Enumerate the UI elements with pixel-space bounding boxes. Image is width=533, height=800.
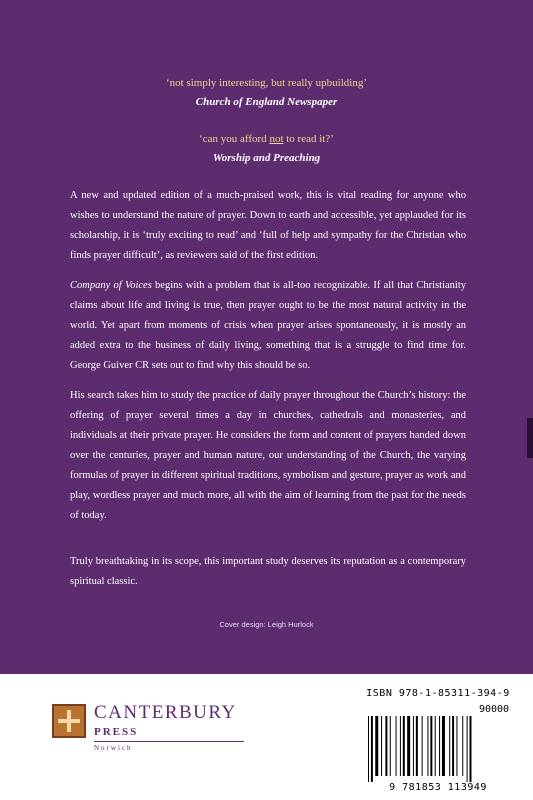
blurb-paragraph-2-text: begins with a problem that is all-too recognizable. If all that Christianity claims about life and living is true, then prayer ought to be the most natural activity in the world. Yet apart from moments of crisis when prayer arises spontaneously, it is mostly an added extra to the business of daily living, something that is a struggle to find time for. George Guiver CR sets out to find why this should be so.: [70, 280, 466, 371]
blurb-paragraph-4: Truly breathtaking in its scope, this important study deserves its reputation as a contemporary spiritual classic.: [70, 556, 466, 587]
barcode-bar: [442, 716, 445, 776]
barcode-bar: [407, 716, 410, 776]
barcode-bar: [371, 716, 373, 782]
barcode-bar: [435, 716, 436, 776]
barcode-bar: [400, 716, 401, 776]
barcode-bar: [462, 716, 463, 776]
isbn-label: ISBN 978-1-85311-394-9: [366, 688, 510, 699]
barcode-bar: [452, 716, 454, 776]
blurb-paragraph-3: His search takes him to study the practice of daily prayer throughout the Church’s history: the offering of prayer several times a day in churches, cathedrals and monasteries, and individuals at their private prayer. He considers the form and content of prayers handed down over the centuries, prayer and human nature, our understanding of the Church, the varying formulas of prayer in different spiritual traditions, symbolism and gesture, prayer as work and play, wordless prayer and much more, all with the aim of learning from the past for the needs of today.: [70, 390, 466, 521]
barcode-bar: [430, 716, 432, 776]
review-quote-2-after: to read it?’: [283, 133, 334, 145]
barcode-bar: [422, 716, 423, 776]
publisher-rule: [94, 741, 244, 742]
publisher-strip: [0, 674, 533, 800]
book-title: Company of Voices: [70, 280, 152, 291]
barcode-bar: [368, 716, 369, 782]
edge-mark: [527, 418, 533, 458]
review-source-2: Worship and Preaching: [212, 152, 321, 164]
review-quote-2-emphasis: not: [269, 133, 284, 145]
barcode-bar: [449, 716, 450, 776]
blurb-paragraph-1: A new and updated edition of a much-praised work, this is vital reading for anyone who wishes to understand the nature of prayer. Down to earth and accessible, yet applauded for its scholarship, it is ‘truly exciting to read’ and ‘full of help and sympathy for the Christian who finds prayer difficult’, as reviewers said of the first edition.: [70, 190, 466, 261]
barcode-bar: [413, 716, 414, 776]
review-quote-2-before: ‘can you afford: [199, 133, 270, 145]
review-quote-2: [0, 133, 533, 145]
barcode-block: [358, 682, 518, 800]
barcode-bar: [427, 716, 428, 776]
barcode-bar: [470, 716, 472, 782]
barcode-bar: [456, 716, 457, 776]
logo-cross-vertical: [67, 710, 71, 732]
barcode-bar: [385, 716, 387, 776]
barcode-bar: [390, 716, 391, 776]
cover-design-credit: Cover design: Leigh Hurlock: [219, 620, 314, 629]
barcode-bar: [403, 716, 405, 776]
barcode-bar: [375, 716, 378, 776]
price-addon: 90000: [478, 704, 510, 715]
publisher-press: PRESS: [94, 726, 139, 738]
barcode-digits: 9 781853 113949: [389, 782, 487, 793]
barcode-bar: [467, 716, 468, 782]
canterbury-cross-logo-icon: [52, 704, 86, 738]
barcode-bar: [416, 716, 418, 776]
barcode-bar: [439, 716, 440, 776]
publisher-name: CANTERBURY: [94, 702, 237, 723]
barcode-bar: [381, 716, 382, 776]
barcode-bars: [364, 716, 514, 782]
barcode-bar: [396, 716, 397, 776]
blurb-paragraph-2: [70, 276, 466, 376]
review-quote-1: ‘not simply interesting, but really upbuilding’: [165, 77, 368, 89]
review-source-1: Church of England Newspaper: [195, 96, 338, 108]
publisher-city: Norwich: [94, 744, 133, 752]
